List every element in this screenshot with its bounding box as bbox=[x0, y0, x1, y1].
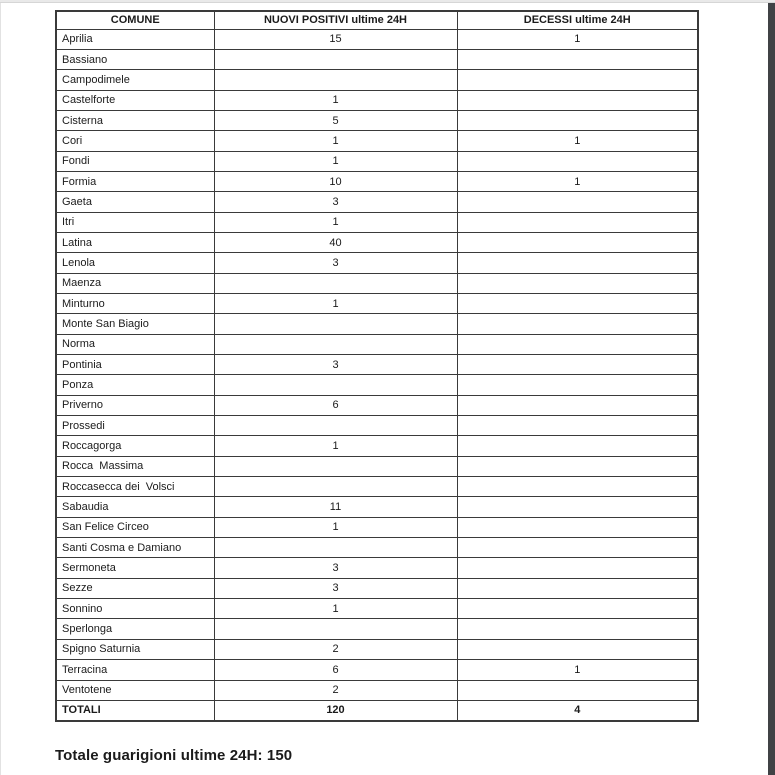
decessi-cell: 1 bbox=[457, 171, 698, 191]
table-row bbox=[56, 599, 698, 619]
nuovi-positivi-cell: 1 bbox=[214, 293, 457, 313]
nuovi-positivi-cell bbox=[214, 314, 457, 334]
table-row bbox=[56, 151, 698, 171]
table-row bbox=[56, 416, 698, 436]
decessi-cell bbox=[457, 639, 698, 659]
comune-name-cell: Santi Cosma e Damiano bbox=[56, 538, 214, 558]
nuovi-positivi-cell bbox=[214, 538, 457, 558]
comune-name-cell: Roccagorga bbox=[56, 436, 214, 456]
table-row bbox=[56, 456, 698, 476]
nuovi-positivi-cell bbox=[214, 416, 457, 436]
table-row bbox=[56, 314, 698, 334]
table-row bbox=[56, 49, 698, 69]
comune-name-cell: Sermoneta bbox=[56, 558, 214, 578]
table-row bbox=[56, 619, 698, 639]
table-row bbox=[56, 212, 698, 232]
nuovi-positivi-cell: 40 bbox=[214, 232, 457, 252]
comune-name-cell: Monte San Biagio bbox=[56, 314, 214, 334]
nuovi-positivi-cell: 1 bbox=[214, 90, 457, 110]
totals-positivi-value: 120 bbox=[214, 700, 457, 720]
table-header-row bbox=[56, 11, 698, 29]
covid-table-container bbox=[55, 10, 697, 722]
table-row bbox=[56, 273, 698, 293]
table-row bbox=[56, 436, 698, 456]
decessi-cell bbox=[457, 293, 698, 313]
decessi-cell bbox=[457, 110, 698, 130]
table-row bbox=[56, 70, 698, 90]
nuovi-positivi-cell: 6 bbox=[214, 660, 457, 680]
comune-name-cell: Itri bbox=[56, 212, 214, 232]
nuovi-positivi-cell: 3 bbox=[214, 355, 457, 375]
totals-label: TOTALI bbox=[56, 700, 214, 720]
nuovi-positivi-cell: 3 bbox=[214, 253, 457, 273]
nuovi-positivi-cell: 3 bbox=[214, 578, 457, 598]
decessi-cell bbox=[457, 395, 698, 415]
table-row bbox=[56, 497, 698, 517]
comune-name-cell: Sperlonga bbox=[56, 619, 214, 639]
comune-name-cell: Pontinia bbox=[56, 355, 214, 375]
decessi-cell bbox=[457, 436, 698, 456]
comune-name-cell: Formia bbox=[56, 171, 214, 191]
decessi-cell bbox=[457, 517, 698, 537]
decessi-cell bbox=[457, 151, 698, 171]
decessi-cell bbox=[457, 375, 698, 395]
table-row bbox=[56, 558, 698, 578]
table-row bbox=[56, 538, 698, 558]
table-row bbox=[56, 355, 698, 375]
decessi-cell bbox=[457, 578, 698, 598]
table-row bbox=[56, 90, 698, 110]
decessi-cell bbox=[457, 273, 698, 293]
comune-name-cell: Minturno bbox=[56, 293, 214, 313]
table-totals-row bbox=[56, 700, 698, 720]
page-left-edge bbox=[0, 3, 1, 775]
column-header-nuovi-positivi: NUOVI POSITIVI ultime 24H bbox=[214, 11, 457, 29]
comune-name-cell: Bassiano bbox=[56, 49, 214, 69]
comune-name-cell: Aprilia bbox=[56, 29, 214, 49]
decessi-cell bbox=[457, 314, 698, 334]
nuovi-positivi-cell bbox=[214, 375, 457, 395]
comune-name-cell: Lenola bbox=[56, 253, 214, 273]
decessi-cell bbox=[457, 49, 698, 69]
comune-name-cell: Campodimele bbox=[56, 70, 214, 90]
decessi-cell: 1 bbox=[457, 131, 698, 151]
comune-name-cell: Roccasecca dei Volsci bbox=[56, 477, 214, 497]
nuovi-positivi-cell: 5 bbox=[214, 110, 457, 130]
table-row bbox=[56, 253, 698, 273]
comune-name-cell: Sabaudia bbox=[56, 497, 214, 517]
comune-name-cell: Rocca Massima bbox=[56, 456, 214, 476]
table-body bbox=[56, 29, 698, 700]
nuovi-positivi-cell bbox=[214, 70, 457, 90]
nuovi-positivi-cell: 2 bbox=[214, 680, 457, 700]
totals-decessi-value: 4 bbox=[457, 700, 698, 720]
table-row bbox=[56, 293, 698, 313]
decessi-cell bbox=[457, 456, 698, 476]
table-row bbox=[56, 517, 698, 537]
comune-name-cell: Cisterna bbox=[56, 110, 214, 130]
comune-name-cell: Fondi bbox=[56, 151, 214, 171]
nuovi-positivi-cell bbox=[214, 456, 457, 476]
comune-name-cell: Prossedi bbox=[56, 416, 214, 436]
decessi-cell bbox=[457, 558, 698, 578]
column-header-decessi: DECESSI ultime 24H bbox=[457, 11, 698, 29]
table-row bbox=[56, 192, 698, 212]
decessi-cell bbox=[457, 70, 698, 90]
page-top-band bbox=[0, 0, 775, 3]
table-row bbox=[56, 680, 698, 700]
table-row bbox=[56, 477, 698, 497]
nuovi-positivi-cell: 10 bbox=[214, 171, 457, 191]
table-row bbox=[56, 131, 698, 151]
comune-name-cell: Gaeta bbox=[56, 192, 214, 212]
nuovi-positivi-cell: 15 bbox=[214, 29, 457, 49]
table-row bbox=[56, 395, 698, 415]
decessi-cell bbox=[457, 212, 698, 232]
nuovi-positivi-cell bbox=[214, 477, 457, 497]
nuovi-positivi-cell bbox=[214, 49, 457, 69]
comune-name-cell: Latina bbox=[56, 232, 214, 252]
decessi-cell bbox=[457, 416, 698, 436]
nuovi-positivi-cell: 1 bbox=[214, 436, 457, 456]
comune-name-cell: Spigno Saturnia bbox=[56, 639, 214, 659]
nuovi-positivi-cell: 1 bbox=[214, 131, 457, 151]
nuovi-positivi-cell: 1 bbox=[214, 151, 457, 171]
comune-name-cell: Maenza bbox=[56, 273, 214, 293]
comune-name-cell: Terracina bbox=[56, 660, 214, 680]
comune-name-cell: Priverno bbox=[56, 395, 214, 415]
nuovi-positivi-cell: 2 bbox=[214, 639, 457, 659]
nuovi-positivi-cell: 1 bbox=[214, 517, 457, 537]
nuovi-positivi-cell: 3 bbox=[214, 192, 457, 212]
decessi-cell bbox=[457, 497, 698, 517]
comune-name-cell: Sezze bbox=[56, 578, 214, 598]
decessi-cell bbox=[457, 680, 698, 700]
nuovi-positivi-cell bbox=[214, 619, 457, 639]
decessi-cell bbox=[457, 599, 698, 619]
decessi-cell bbox=[457, 232, 698, 252]
comune-name-cell: Sonnino bbox=[56, 599, 214, 619]
column-header-comune: COMUNE bbox=[56, 11, 214, 29]
decessi-cell bbox=[457, 90, 698, 110]
table-row bbox=[56, 639, 698, 659]
comune-name-cell: Cori bbox=[56, 131, 214, 151]
comune-name-cell: Norma bbox=[56, 334, 214, 354]
nuovi-positivi-cell: 1 bbox=[214, 212, 457, 232]
total-guarigioni-note: Totale guarigioni ultime 24H: 150 bbox=[55, 747, 293, 764]
nuovi-positivi-cell: 6 bbox=[214, 395, 457, 415]
decessi-cell bbox=[457, 538, 698, 558]
nuovi-positivi-cell: 11 bbox=[214, 497, 457, 517]
comune-name-cell: San Felice Circeo bbox=[56, 517, 214, 537]
nuovi-positivi-cell bbox=[214, 273, 457, 293]
table-row bbox=[56, 110, 698, 130]
decessi-cell bbox=[457, 334, 698, 354]
table-row bbox=[56, 375, 698, 395]
decessi-cell bbox=[457, 253, 698, 273]
comune-name-cell: Castelforte bbox=[56, 90, 214, 110]
table-row bbox=[56, 171, 698, 191]
nuovi-positivi-cell: 3 bbox=[214, 558, 457, 578]
comune-name-cell: Ponza bbox=[56, 375, 214, 395]
decessi-cell bbox=[457, 477, 698, 497]
decessi-cell bbox=[457, 619, 698, 639]
decessi-cell: 1 bbox=[457, 660, 698, 680]
nuovi-positivi-cell bbox=[214, 334, 457, 354]
covid-table bbox=[55, 10, 699, 722]
table-row bbox=[56, 578, 698, 598]
table-row bbox=[56, 29, 698, 49]
decessi-cell bbox=[457, 355, 698, 375]
table-row bbox=[56, 660, 698, 680]
comune-name-cell: Ventotene bbox=[56, 680, 214, 700]
nuovi-positivi-cell: 1 bbox=[214, 599, 457, 619]
table-row bbox=[56, 334, 698, 354]
table-row bbox=[56, 232, 698, 252]
vertical-scrollbar[interactable] bbox=[768, 3, 775, 775]
decessi-cell: 1 bbox=[457, 29, 698, 49]
decessi-cell bbox=[457, 192, 698, 212]
